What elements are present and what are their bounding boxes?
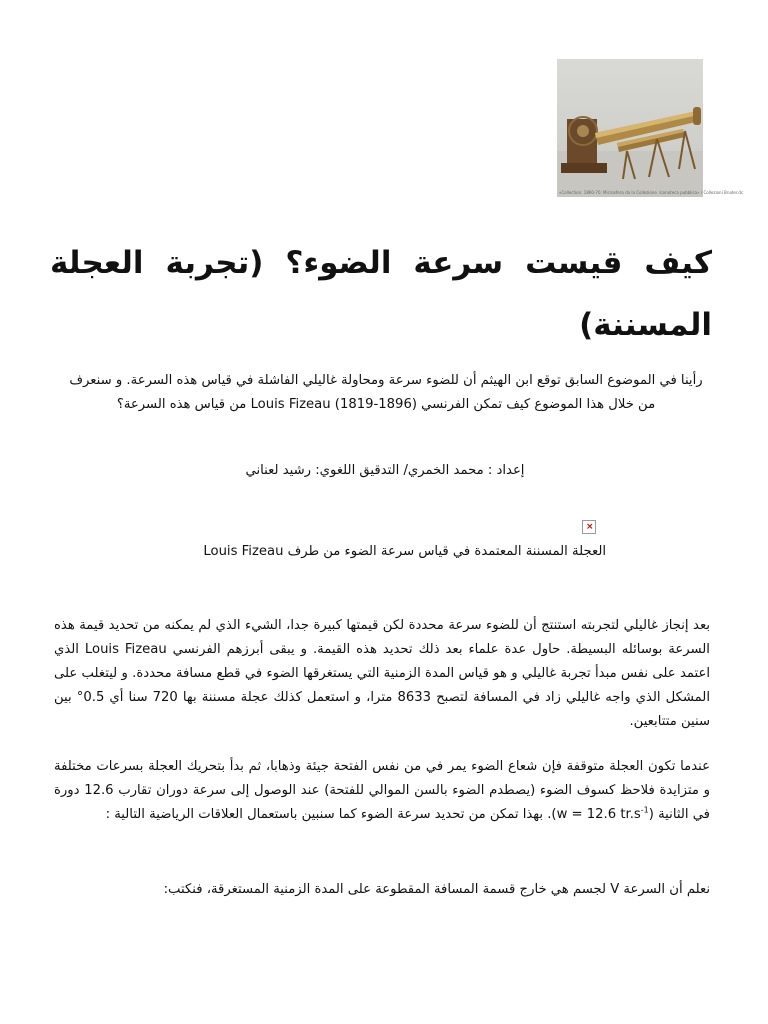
page-title: كيف قيست سرعة الضوء؟ (تجربة العجلة المسننة) [50,245,712,343]
paragraph-2-text: عندما تكون العجلة متوقفة فإن شعاع الضوء يمر في من نفس الفتحة جيئة وذهابا، ثم بدأ بتحريك العجلة بسرعات مختلفة و متزايدة فلاحظ كسوف الضوء (يصطدم الضوء بالسن الموالي للفتحة) عند الوصول إلى سرعة دوران تقارب 12.6 دورة في الثانية ( [54,759,710,822]
body-paragraph-3: نعلم أن السرعة V لجسم هي خارج قسمة المسافة المقطوعة على المدة الزمنية المستغرقة، فنكتب: [163,882,710,897]
broken-image-icon: × [582,520,596,534]
rotation-formula [557,807,649,822]
paragraph-2-tail: ). بهذا تمكن من تحديد سرعة الضوء كما سنبين باستعمال العلاقات الرياضية التالية : [105,807,557,822]
body-paragraph-2 [54,755,710,827]
figure-caption: العجلة المسننة المعتمدة في قياس سرعة الضوء من طرف Louis Fizeau [203,544,606,559]
photo-credit: «Collection: 1860-70. Microsfera da la Collezione. Iconoteca pubblica» / Collezioni Bruder.dc [559,190,744,195]
intro-paragraph: رأينا في الموضوع السابق توقع ابن الهيثم أن للضوء سرعة ومحاولة غاليلي الفاشلة في قياس هذه السرعة. و سنعرف من خلال هذا الموضوع كيف تمكن الفرنسي (1896-1819) Louis Fizeau من قياس هذه السرعة؟ [69,373,703,412]
formula-exponent: -1 [640,805,649,815]
author-credit: إعداد : محمد الخمري/ التدقيق اللغوي: رشيد لعناني [245,463,525,478]
formula-text: w = 12.6 tr.s [556,807,641,822]
telescope-photo [557,59,744,197]
telescope-illustration [557,59,744,197]
body-paragraph-1: بعد إنجاز غاليلي لتجربته استنتج أن للضوء سرعة محددة لكن قيمتها كبيرة جدا، الشيء الذي لم يمكنه من تحديد قيمة هذه السرعة بوسائله البسيطة. حاول عدة علماء بعد ذلك تحديد هذه القيمة. و يبقى أبرزهم الفرنسي Louis Fizeau الذي اعتمد على نفس مبدأ تجربة غاليلي و هو قياس المدة الزمنية التي يستغرقها الضوء في قطع مسافة محددة. و ليتغلب على المشكل الذي واجه غاليلي زاد في المسافة لتصبح 8633 مترا، و استعمل كذلك عجلة مسننة بها 720 سنا أي 0.5° بين سنين متتابعين. [54,618,710,729]
